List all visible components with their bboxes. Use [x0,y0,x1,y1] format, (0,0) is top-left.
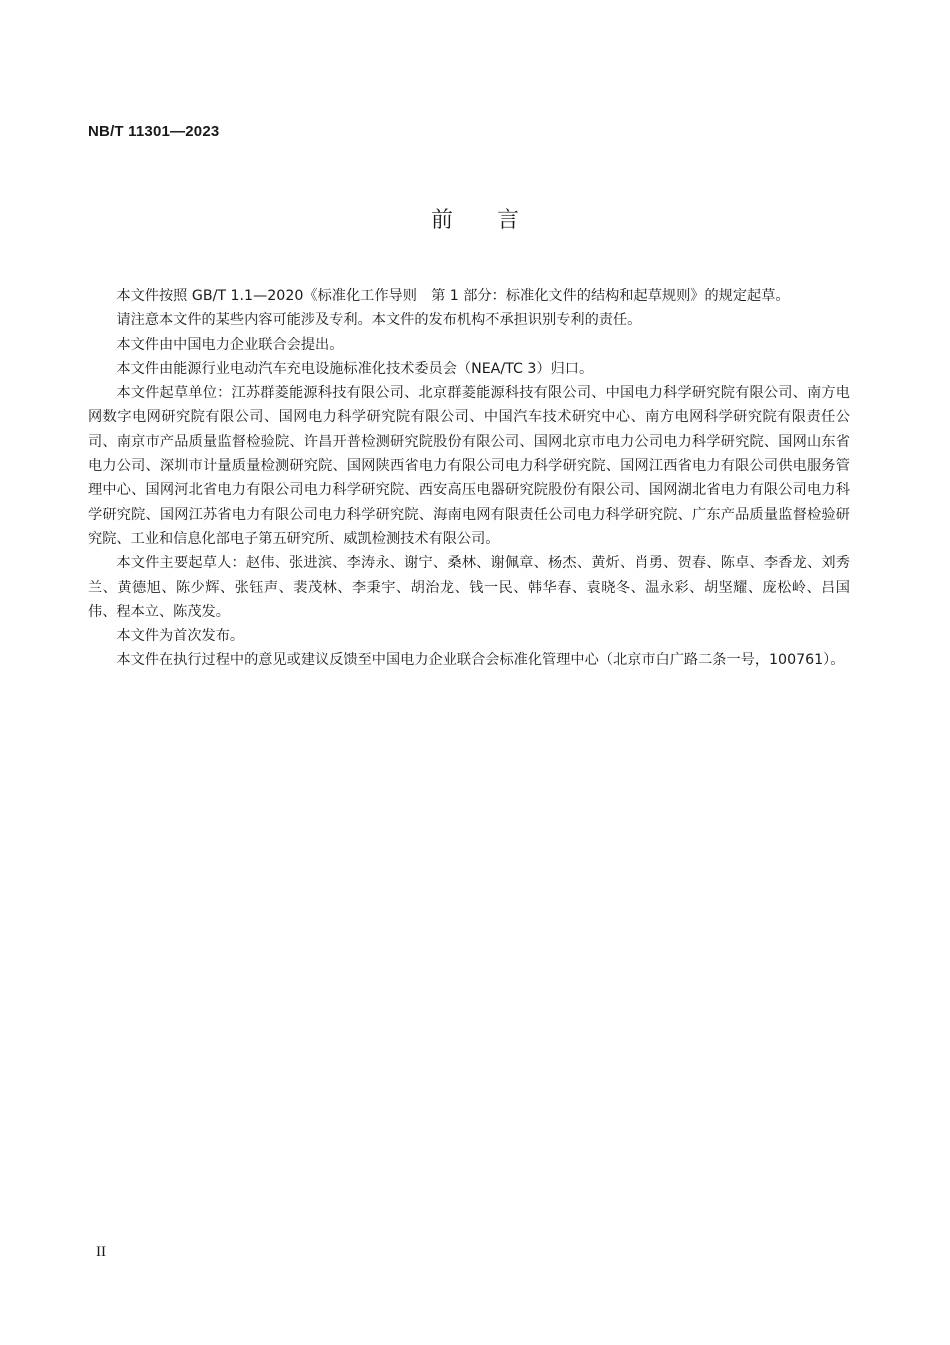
page-number: II [96,1244,106,1260]
paragraph-drafters: 本文件主要起草人：赵伟、张进滨、李涛永、谢宁、桑林、谢佩章、杨杰、黄炘、肖勇、贺春、陈卓、李香龙、刘秀兰、黄德旭、陈少辉、张钰声、裴茂林、李秉宇、胡治龙、钱一民、韩华春、袁晓冬、温永彩、胡坚耀、庞松岭、吕国伟、程本立、陈茂发。 [88,555,850,620]
paragraph-feedback: 本文件在执行过程中的意见或建议反馈至中国电力企业联合会标准化管理中心（北京市白广路二条一号，100761）。 [116,652,845,669]
foreword-body [88,284,850,673]
paragraph-drafting-units: 本文件起草单位：江苏群菱能源科技有限公司、北京群菱能源科技有限公司、中国电力科学研究院有限公司、南方电网数字电网研究院有限公司、国网电力科学研究院有限公司、中国汽车技术研究中心、南方电网科学研究院有限责任公司、南京市产品质量监督检验院、许昌开普检测研究院股份有限公司、国网北京市电力公司电力科学研究院、国网山东省电力公司、深圳市计量质量检测研究院、国网陕西省电力有限公司电力科学研究院、国网江西省电力有限公司供电服务管理中心、国网河北省电力有限公司电力科学研究院、西安高压电器研究院股份有限公司、国网湖北省电力有限公司电力科学研究院、国网江苏省电力有限公司电力科学研究院、海南电网有限责任公司电力科学研究院、广东产品质量监督检验研究院、工业和信息化部电子第五研究所、威凯检测技术有限公司。 [88,385,850,547]
paragraph-committee: 本文件由能源行业电动汽车充电设施标准化技术委员会（NEA/TC 3）归口。 [116,360,594,377]
page-title [0,203,950,234]
standard-code: NB/T 11301—2023 [88,123,220,140]
title-char-1: 前 [430,208,453,233]
title-char-2: 言 [497,208,520,233]
paragraph-first-release: 本文件为首次发布。 [116,628,245,645]
paragraph-patent-notice: 请注意本文件的某些内容可能涉及专利。本文件的发布机构不承担识别专利的责任。 [116,312,642,329]
paragraph-proposer: 本文件由中国电力企业联合会提出。 [116,336,344,353]
paragraph-drafting-rules: 本文件按照 GB/T 1.1—2020《标准化工作导则 第 1 部分：标准化文件的结构和起草规则》的规定起草。 [116,288,790,304]
